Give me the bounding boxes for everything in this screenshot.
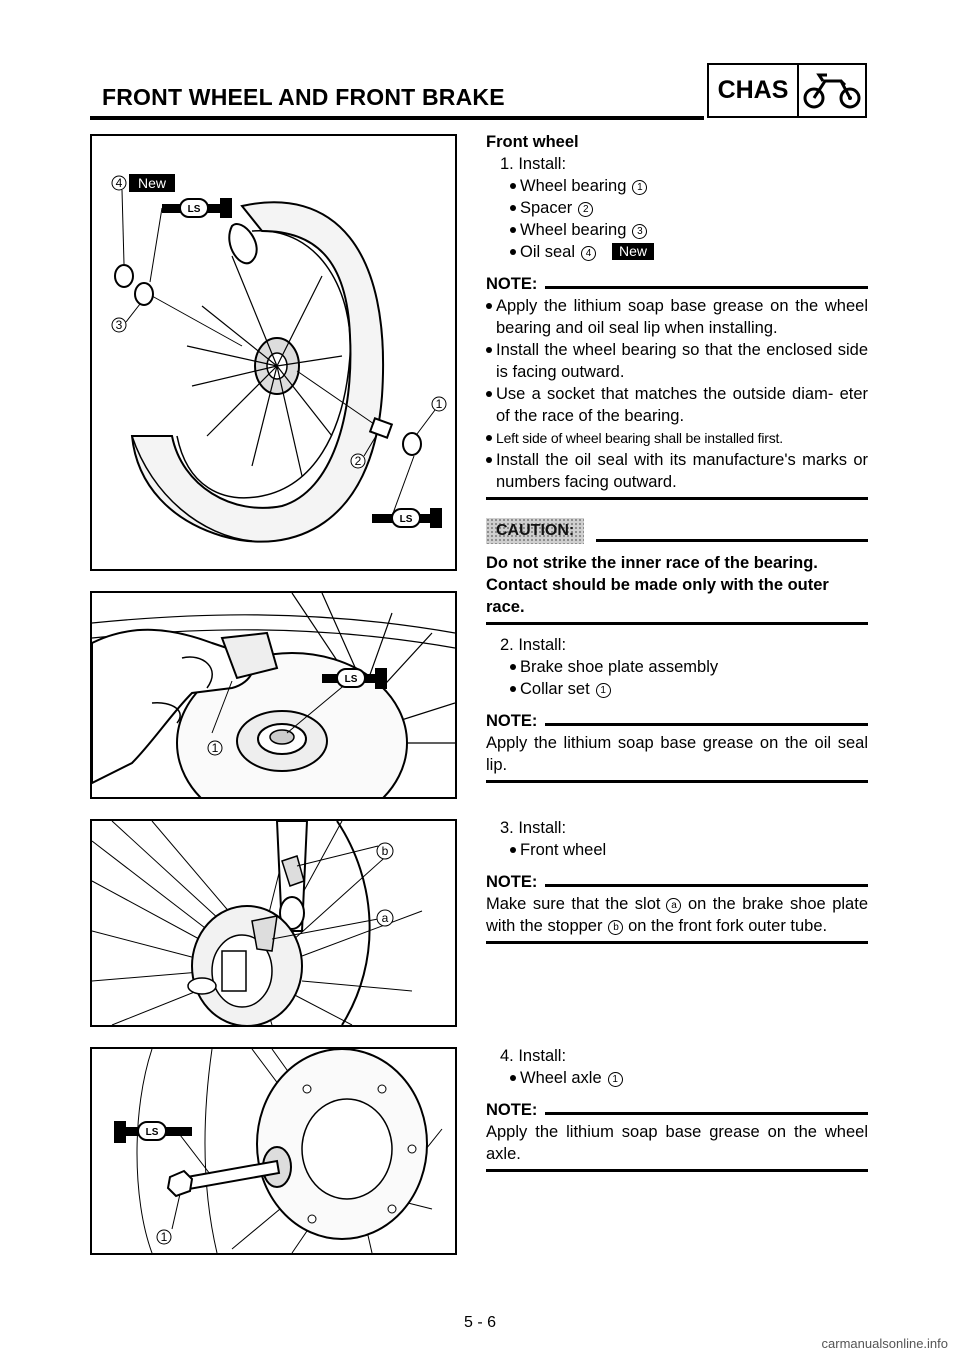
list-item: Oil seal 4 New: [486, 241, 868, 263]
section-heading: Front wheel: [486, 133, 579, 151]
text-block-step-1: [486, 131, 868, 625]
list-item: Wheel bearing 3: [486, 219, 868, 241]
callout-1: 1: [211, 741, 219, 755]
svg-text:LS: LS: [399, 514, 413, 525]
ref-a: a: [666, 898, 681, 913]
callout-4: 4: [115, 176, 123, 190]
section-box: [707, 63, 867, 118]
caution-label: CAUTION:: [486, 518, 584, 544]
callout-2: 2: [354, 454, 362, 468]
note-bullet: Install the oil seal with its manufacture's marks or numbers facing outward.: [486, 449, 868, 493]
step-4-label: 4. Install:: [500, 1047, 567, 1065]
grease-icon-ls-top: [162, 198, 232, 218]
list-item: Spacer 2: [486, 197, 868, 219]
watermark: carmanualsonline.info: [821, 1336, 948, 1351]
callout-a: a: [381, 911, 389, 925]
callout-1: 1: [435, 397, 443, 411]
callout-3: 3: [115, 318, 123, 332]
note-bullet: Install the wheel bearing so that the enclosed side is facing outward.: [486, 339, 868, 383]
page-title: FRONT WHEEL AND FRONT BRAKE: [102, 84, 505, 110]
new-tag: New: [137, 175, 167, 191]
note-end-rule: [486, 941, 868, 944]
note-text: Apply the lithium soap base grease on the wheel axle.: [486, 1123, 868, 1163]
section-code: CHAS: [709, 65, 799, 116]
note-text: Make sure that the slot a on the brake shoe plate with the stopper b on the front fork outer tube.: [486, 895, 868, 935]
note-heading: NOTE:: [486, 1099, 868, 1121]
note-bullet: Apply the lithium soap base grease on the wheel bearing and oil seal lip when installing.: [486, 295, 868, 339]
note-text: Apply the lithium soap base grease on the oil seal lip.: [486, 734, 868, 774]
step-3-label: 3. Install:: [500, 819, 567, 837]
text-block-step-2: [486, 634, 868, 783]
list-item: Collar set 1: [486, 678, 868, 700]
ref-b: b: [608, 920, 623, 935]
page-number: 5 - 6: [463, 1314, 496, 1331]
note-bullet: Left side of wheel bearing shall be installed first.: [486, 427, 868, 449]
note-heading: NOTE:: [486, 273, 868, 295]
svg-text:LS: LS: [187, 204, 201, 215]
list-item: Wheel axle 1: [486, 1067, 868, 1089]
step-1-label: 1. Install:: [500, 155, 567, 173]
callout-1: 1: [160, 1230, 168, 1244]
list-item: Wheel bearing 1: [486, 175, 868, 197]
note-end-rule: [486, 780, 868, 783]
caution-end-rule: [486, 622, 868, 625]
caution-heading: [486, 518, 868, 544]
header-rule: [90, 116, 704, 120]
note-end-rule: [486, 1169, 868, 1172]
grease-icon-ls: [114, 1121, 192, 1143]
text-block-step-4: [486, 1045, 868, 1172]
figure-front-wheel-install: [90, 819, 457, 1027]
figure-grease-oil-seal: [90, 591, 457, 799]
new-tag: New: [612, 243, 654, 260]
list-item: Front wheel: [486, 839, 868, 861]
note-heading: NOTE:: [486, 710, 868, 732]
list-item: Brake shoe plate assembly: [486, 656, 868, 678]
grease-icon-ls-bottom: [372, 508, 442, 528]
note-heading: NOTE:: [486, 871, 868, 893]
step-2-label: 2. Install:: [500, 636, 567, 654]
caution-text: Do not strike the inner race of the bearing. Contact should be made only with the outer race.: [486, 554, 829, 616]
figure-wheel-axle: [90, 1047, 457, 1255]
svg-text:LS: LS: [145, 1127, 159, 1138]
motorcycle-icon: [799, 65, 865, 116]
note-bullet: Use a socket that matches the outside diam- eter of the race of the bearing.: [486, 383, 868, 427]
figure-wheel-bearing-exploded: [90, 134, 457, 571]
text-block-step-3: [486, 817, 868, 944]
callout-b: b: [381, 844, 389, 858]
note-end-rule: [486, 497, 868, 500]
svg-text:LS: LS: [344, 674, 358, 685]
